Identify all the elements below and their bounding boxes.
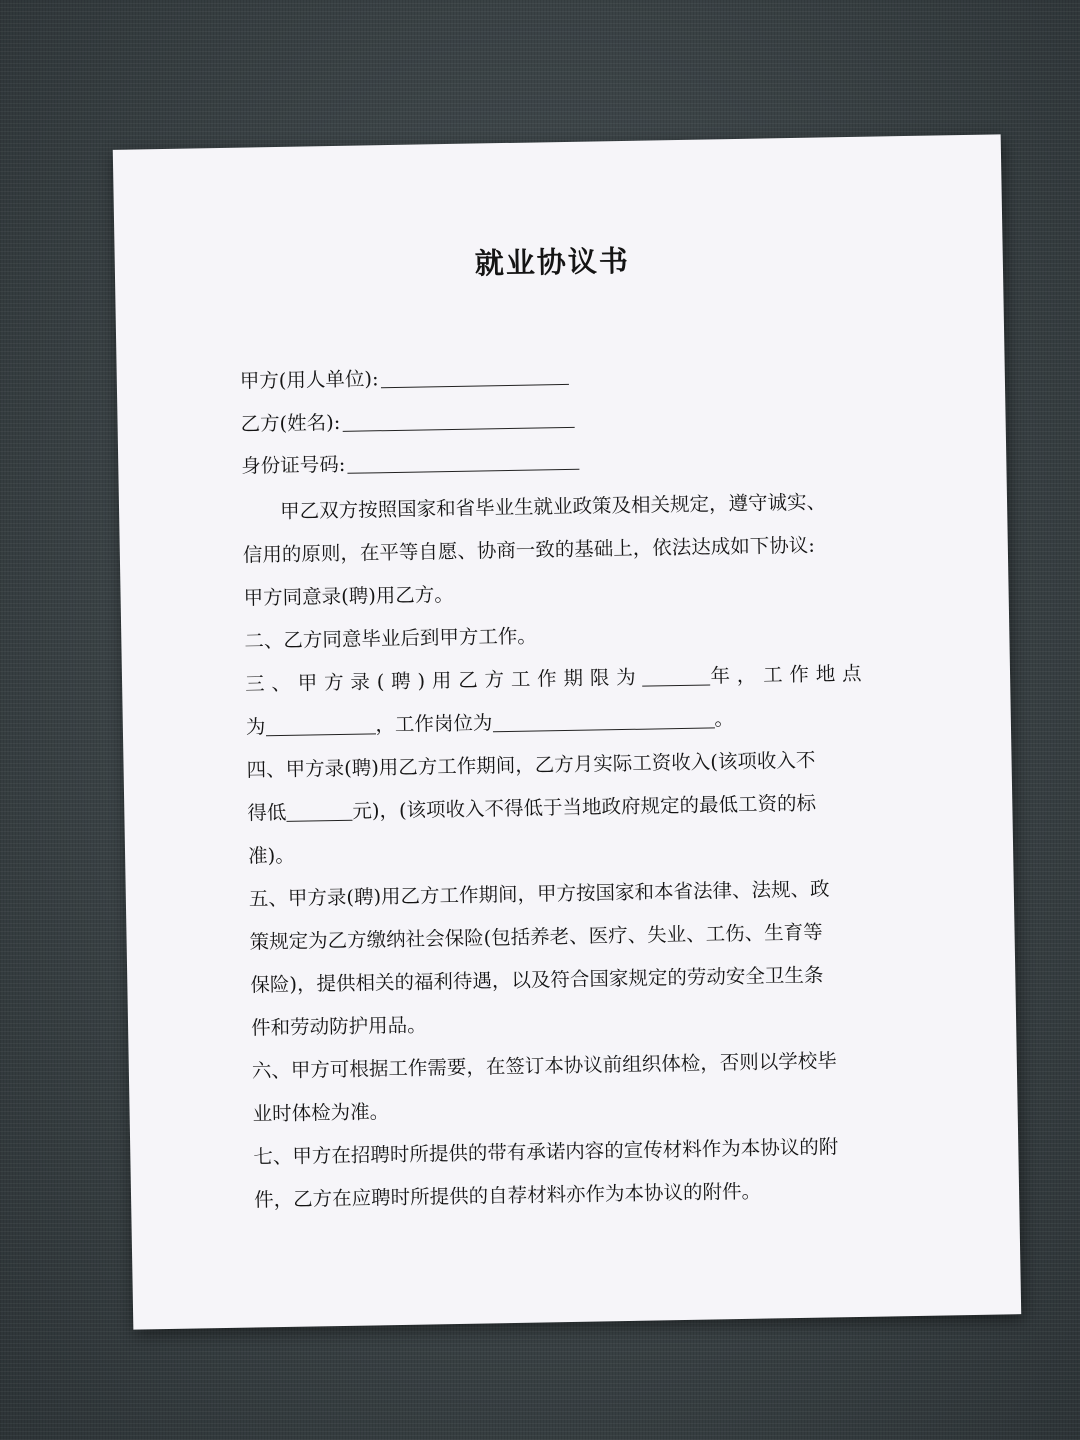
party-a-label: 甲方(用人单位): bbox=[239, 367, 379, 393]
clause-1: 甲方同意录(聘)用乙方。 bbox=[243, 582, 454, 610]
id-number-blank[interactable] bbox=[347, 447, 579, 474]
clause-5-line-1: 五、甲方录(聘)用乙方工作期间，甲方按国家和本省法律、法规、政 bbox=[248, 876, 830, 911]
party-b-blank[interactable] bbox=[342, 404, 574, 431]
clause-6-line-2: 业时体检为准。 bbox=[252, 1099, 390, 1126]
clause-3-text-c: 为 bbox=[245, 714, 266, 739]
intro-line-1: 甲乙双方按照国家和省毕业生就业政策及相关规定，遵守诚实、 bbox=[279, 489, 827, 523]
party-b-label: 乙方(姓名): bbox=[240, 410, 341, 436]
term-years-blank[interactable] bbox=[642, 662, 710, 686]
clause-3-text-e: 。 bbox=[714, 706, 735, 730]
clause-7-line-1: 七、甲方在招聘时所提供的带有承诺内容的宣传材料作为本协议的附 bbox=[253, 1134, 839, 1169]
clause-5-line-2: 策规定为乙方缴纳社会保险(包括养老、医疗、失业、工伤、生育等 bbox=[249, 920, 823, 954]
id-number-label: 身份证号码: bbox=[241, 452, 346, 478]
clause-4-text-a: 得低 bbox=[247, 800, 287, 825]
job-position-blank[interactable] bbox=[492, 705, 714, 732]
clause-3-text-b: 年，工作地点 bbox=[710, 661, 869, 687]
agreement-content bbox=[237, 235, 869, 1221]
clause-5-line-4: 件和劳动防护用品。 bbox=[250, 1012, 427, 1040]
clause-4-line-3: 准)。 bbox=[247, 843, 295, 868]
clause-2: 二、乙方同意毕业后到甲方工作。 bbox=[244, 624, 538, 653]
clause-4-line-1: 四、甲方录(聘)用乙方工作期间，乙方月实际工资收入(该项收入不 bbox=[246, 748, 816, 782]
clause-7-line-2: 件，乙方在应聘时所提供的自荐材料亦作为本协议的附件。 bbox=[253, 1179, 762, 1212]
intro-line-2: 信用的原则，在平等自愿、协商一致的基础上，依法达成如下协议: bbox=[242, 533, 816, 567]
clause-5-line-3: 保险)，提供相关的福利待遇，以及符合国家规定的劳动安全卫生条 bbox=[250, 963, 824, 997]
clause-3-text-a: 三、甲方录(聘)用乙方工作期限为 bbox=[244, 665, 643, 696]
clause-6-line-1: 六、甲方可根据工作需要，在签订本协议前组织体检，否则以学校毕 bbox=[251, 1048, 837, 1083]
document-title: 就业协议书 bbox=[474, 243, 631, 281]
min-salary-blank[interactable] bbox=[286, 797, 352, 821]
clause-4-text-b: 元)，(该项收入不得低于当地政府规定的最低工资的标 bbox=[352, 791, 817, 823]
work-location-blank[interactable] bbox=[265, 711, 375, 736]
party-a-blank[interactable] bbox=[380, 362, 568, 388]
agreement-paper bbox=[113, 134, 1021, 1329]
clause-3-text-d: ，工作岗位为 bbox=[375, 710, 493, 736]
